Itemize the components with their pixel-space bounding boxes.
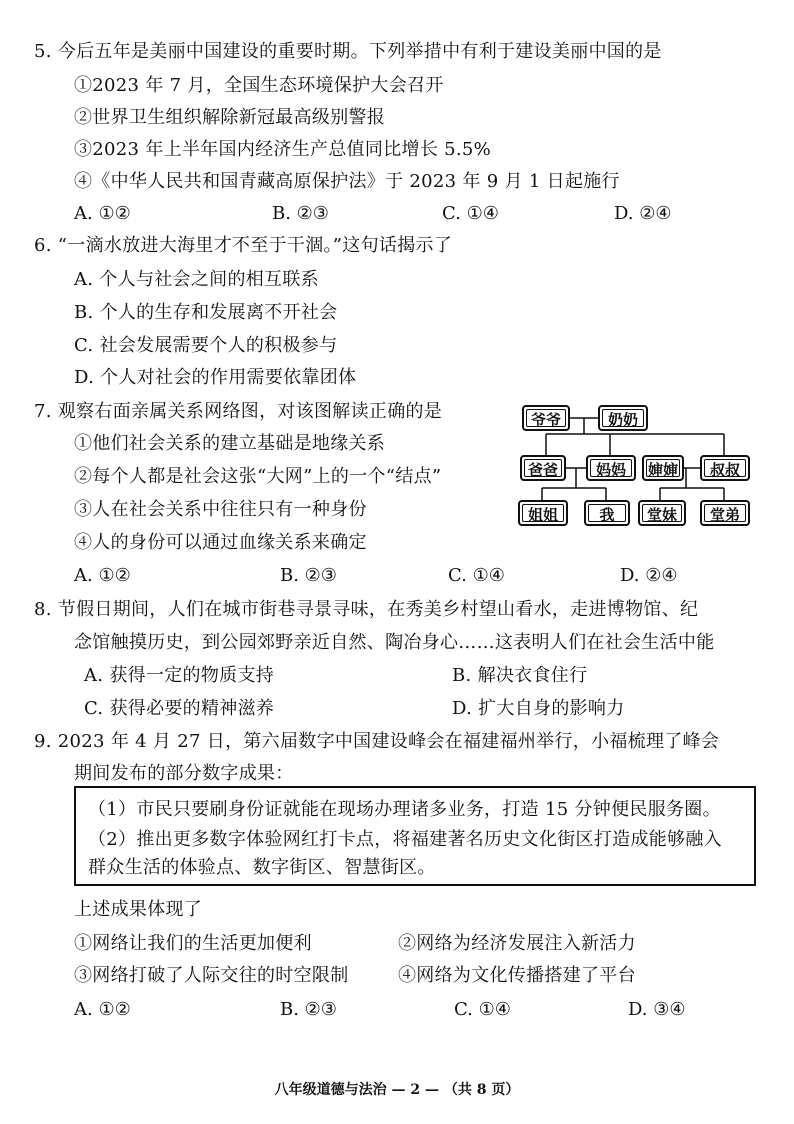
node-father: 爸爸 <box>520 455 566 481</box>
q5-item-3: ③2023 年上半年国内经济生产总值同比增长 5.5% <box>74 139 492 160</box>
node-grandmother: 奶奶 <box>598 405 648 431</box>
q7-item-4: ④人的身份可以通过血缘关系来确定 <box>74 532 367 553</box>
q8-option-c: C. 获得必要的精神滋养 <box>84 698 275 719</box>
q9-box-line-3: 群众生活的体验点、数字街区、智慧街区。 <box>88 857 436 878</box>
node-mother: 妈妈 <box>586 455 636 481</box>
q9-item-1: ①网络让我们的生活更加便利 <box>74 933 312 954</box>
q8-stem-line-2: 念馆触摸历史，到公园郊野亲近自然、陶冶身心……这表明人们在社会生活中能 <box>74 632 715 653</box>
q7-stem: 7. 观察右面亲属关系网络图，对该图解读正确的是 <box>34 401 443 422</box>
q9-material-box <box>74 786 756 886</box>
node-me: 我 <box>584 500 630 526</box>
q6-option-b: B. 个人的生存和发展离不开社会 <box>74 302 338 323</box>
q7-item-3: ③人在社会关系中往往只有一种身份 <box>74 499 367 520</box>
q9-box-line-2: （2）推出更多数字体验网红打卡点，将福建著名历史文化街区打造成能够融入 <box>88 829 722 850</box>
q5-option-c: C. ①④ <box>442 203 499 224</box>
q9-item-3: ③网络打破了人际交往的时空限制 <box>74 965 349 986</box>
q6-stem: 6. “一滴水放进大海里才不至于干涸。”这句话揭示了 <box>34 235 453 256</box>
q7-options <box>74 564 754 588</box>
q7-option-b: B. ②③ <box>280 565 337 586</box>
q9-stem-line-1: 9. 2023 年 4 月 27 日，第六届数字中国建设峰会在福建福州举行，小福梳理了峰会 <box>34 731 720 752</box>
q9-option-d: D. ③④ <box>628 999 686 1020</box>
node-grandfather: 爷爷 <box>522 405 570 431</box>
q7-option-d: D. ②④ <box>620 565 678 586</box>
q9-stem-line-2: 期间发布的部分数字成果： <box>74 763 294 784</box>
q6-option-c: C. 社会发展需要个人的积极参与 <box>74 335 338 356</box>
q5-item-4: ④《中华人民共和国青藏高原保护法》于 2023 年 9 月 1 日起施行 <box>74 171 620 192</box>
q5-item-2: ②世界卫生组织解除新冠最高级别警报 <box>74 107 386 128</box>
q9-item-2: ②网络为经济发展注入新活力 <box>398 933 636 954</box>
node-uncle: 叔叔 <box>700 455 750 481</box>
q7-item-1: ①他们社会关系的建立基础是地缘关系 <box>74 433 386 454</box>
q5-options <box>74 202 754 226</box>
q9-option-c: C. ①④ <box>454 999 511 1020</box>
q7-option-c: C. ①④ <box>448 565 505 586</box>
node-cousin-brother: 堂弟 <box>700 500 750 526</box>
q8-option-b: B. 解决衣食住行 <box>452 665 588 686</box>
q8-option-d: D. 扩大自身的影响力 <box>452 698 625 719</box>
q9-box-line-1: （1）市民只要刷身份证就能在现场办理诸多业务，打造 15 分钟便民服务圈。 <box>88 799 721 820</box>
q9-option-a: A. ①② <box>74 999 131 1020</box>
q7-item-2: ②每个人都是社会这张“大网”上的一个“结点” <box>74 466 442 487</box>
q6-option-a: A. 个人与社会之间的相互联系 <box>74 269 319 290</box>
node-sister: 姐姐 <box>518 500 568 526</box>
q5-option-d: D. ②④ <box>614 203 672 224</box>
q9-item-4: ④网络为文化传播搭建了平台 <box>398 965 636 986</box>
q9-lead: 上述成果体现了 <box>74 899 203 920</box>
kinship-network-diagram <box>514 400 758 535</box>
q7-option-a: A. ①② <box>74 565 131 586</box>
q9-option-b: B. ②③ <box>280 999 337 1020</box>
q5-option-a: A. ①② <box>74 203 131 224</box>
q5-item-1: ①2023 年 7 月，全国生态环境保护大会召开 <box>74 75 444 96</box>
q9-options <box>74 998 754 1022</box>
q5-stem: 5. 今后五年是美丽中国建设的重要时期。下列举措中有利于建设美丽中国的是 <box>34 41 662 62</box>
node-aunt: 婶婶 <box>642 455 684 481</box>
q8-stem-line-1: 8. 节假日期间，人们在城市街巷寻景寻味，在秀美乡村望山看水，走进博物馆、纪 <box>34 599 699 620</box>
q8-option-a: A. 获得一定的物质支持 <box>84 665 275 686</box>
node-cousin-sister: 堂妹 <box>638 500 686 526</box>
page-footer: 八年级道德与法治 — 2 — （共 8 页） <box>274 1082 520 1098</box>
q6-option-d: D. 个人对社会的作用需要依靠团体 <box>74 367 357 388</box>
q5-option-b: B. ②③ <box>272 203 329 224</box>
